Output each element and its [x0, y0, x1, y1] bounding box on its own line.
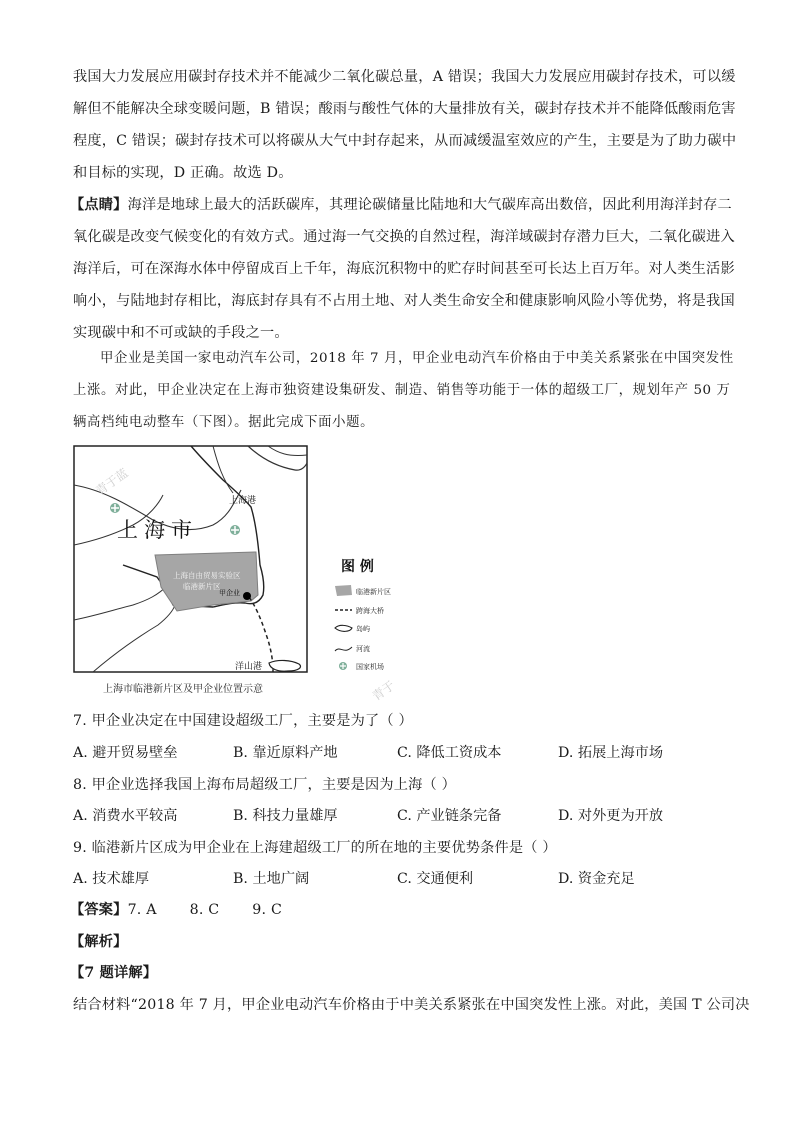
option: A. 消费水平较高: [73, 808, 178, 824]
yangshan-label: 洋山港: [235, 662, 263, 672]
question-stem: 9. 临港新片区成为甲企业在上海建超级工厂的所在地的主要优势条件是（ ）: [73, 840, 557, 856]
legend-label: 岛屿: [356, 625, 370, 633]
note-line: 【点睛】海洋是地球上最大的活跃碳库，其理论碳储量比陆地和大气碳库高出数倍，因此利用海洋封存二: [70, 197, 732, 213]
zone-label: 上海自由贸易实验区: [173, 571, 241, 580]
option: D. 对外更为开放: [558, 808, 664, 824]
material-line: 辆高档纯电动整车（下图）。据此完成下面小题。: [73, 415, 375, 430]
question-stem: 8. 甲企业选择我国上海布局超级工厂，主要是因为上海（ ）: [73, 777, 457, 793]
option: C. 交通便利: [397, 871, 474, 887]
option: B. 靠近原料产地: [233, 745, 338, 761]
city-label: 上海市: [117, 518, 198, 542]
watermark: 青于蓝: [93, 465, 131, 499]
legend-label: 国家机场: [356, 663, 384, 671]
text-line: 程度，C 错误；碳封存技术可以将碳从大气中封存起来，从而减缓温室效应的产生，主要是为了助力碳中: [73, 133, 737, 149]
legend-label: 临港新片区: [356, 588, 391, 596]
option: B. 土地广阔: [233, 871, 310, 887]
option: C. 降低工资成本: [397, 745, 502, 761]
legend-label: 跨海大桥: [356, 607, 384, 615]
answer-label: 【答案】: [70, 902, 128, 918]
location-map: [73, 445, 423, 707]
text-line: 和目标的实现，D 正确。故选 D。: [73, 165, 293, 181]
material-line: 甲企业是美国一家电动汽车公司，2018 年 7 月，甲企业电动汽车价格由于中美关系紧张在中国突发性: [100, 351, 734, 366]
text-line: 我国大力发展应用碳封存技术并不能减少二氧化碳总量，A 错误；我国大力发展应用碳封存技术，可以缓: [73, 69, 736, 85]
legend-label: 河流: [356, 645, 370, 653]
note-line: 响小，与陆地封存相比，海底封存具有不占用土地、对人类生命安全和健康影响风险小等优势，将是我国: [73, 293, 735, 309]
text-line: 解但不能解决全球变暖问题，B 错误；酸雨与酸性气体的大量排放有关，碳封存技术并不能降低酸雨危害: [73, 101, 736, 117]
detail-label: 【7 题详解】: [70, 965, 158, 981]
analysis-label: 【解析】: [70, 934, 128, 950]
option: C. 产业链条完备: [397, 808, 502, 824]
option: D. 资金充足: [558, 871, 635, 887]
legend-zone-swatch: [335, 585, 352, 596]
option: A. 避开贸易壁垒: [73, 745, 178, 761]
option: A. 技术雄厚: [73, 871, 150, 887]
airport-icon: [230, 525, 240, 535]
legend-island-swatch: [335, 625, 352, 631]
answer-text: 7. A 8. C 9. C: [127, 902, 282, 918]
map-caption: 上海市临港新片区及甲企业位置示意: [103, 684, 263, 695]
legend-airport-icon: [339, 662, 347, 670]
question-stem: 7. 甲企业决定在中国建设超级工厂，主要是为了（ ）: [73, 713, 413, 729]
airport-icon: [110, 503, 120, 513]
note-label: 【点睛】: [70, 197, 128, 213]
note-line: 实现碳中和不可或缺的手段之一。: [73, 325, 289, 341]
text-line: 结合材料“2018 年 7 月，甲企业电动汽车价格由于中美关系紧张在中国突发性上涨。对此，美国 T 公司决: [73, 997, 750, 1013]
watermark: 青于: [369, 678, 398, 703]
company-label: 甲企业: [219, 589, 240, 597]
material-line: 上涨。对此，甲企业决定在上海市独资建设集研发、制造、销售等功能于一体的超级工厂，规划年产 50 万: [73, 383, 731, 398]
note-line: 海洋后，可在深海水体中停留成百上千年，海底沉积物中的贮存时间甚至可长达上百万年。对人类生活影: [73, 261, 735, 277]
answer-line: [70, 900, 282, 920]
note-line: 氧化碳是改变气候变化的有效方式。通过海一气交换的自然过程，海洋域碳封存潜力巨大，二氧化碳进入: [73, 229, 735, 245]
legend-river-swatch: [335, 647, 352, 651]
option: D. 拓展上海市场: [558, 745, 664, 761]
port-label: 上海港: [229, 496, 257, 506]
option: B. 科技力量雄厚: [233, 808, 338, 824]
legend-title: 图 例: [341, 559, 374, 575]
zone-label: 临港新片区: [183, 582, 221, 591]
company-marker: [243, 592, 251, 600]
